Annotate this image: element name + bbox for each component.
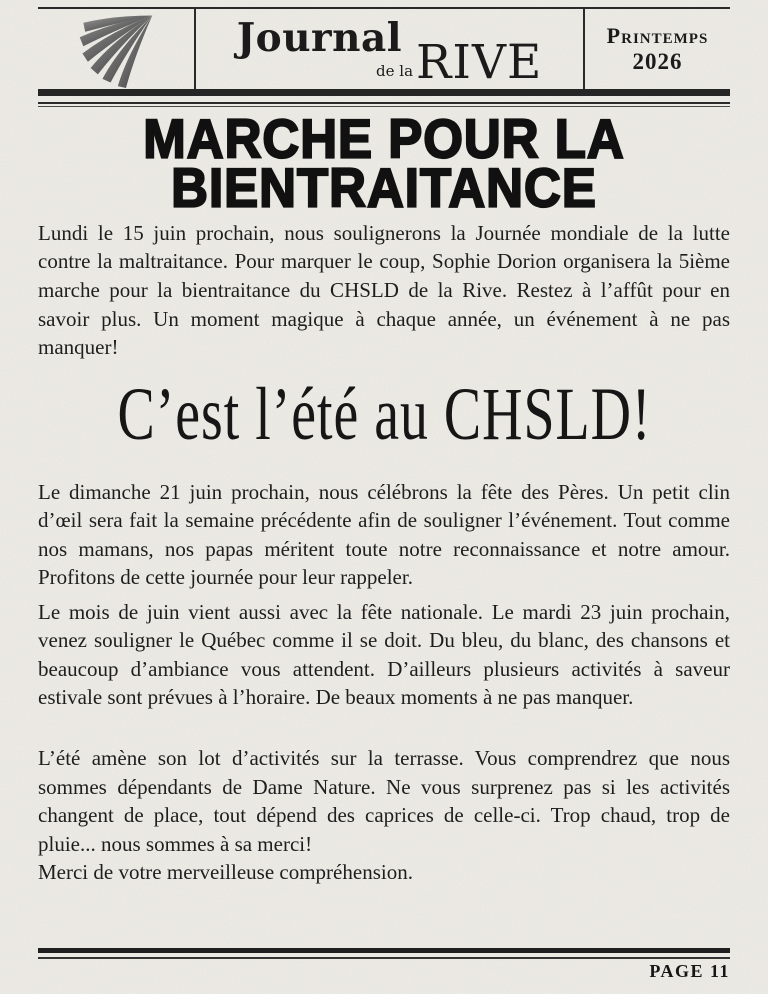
masthead-word-dela: de la — [376, 61, 414, 80]
issue-season: printemps — [606, 23, 709, 48]
masthead-subgroup — [376, 34, 543, 90]
logo-cell — [38, 9, 196, 89]
article-1-title-line-2: BIENTRAITANCE — [171, 156, 597, 219]
footer-rule-thick — [38, 948, 730, 953]
masthead-word-journal: Journal — [236, 14, 403, 61]
article-1-title — [38, 107, 730, 219]
article-2-paragraph-3: L’été amène son lot d’activités sur la terrasse. Vous comprendrez que nous sommes dépendants de Dame Nature. Ne vous surprenez pas si les activités changent de place, tout dépend des caprices de celle-ci. Trop chaud, trop de pluie... nous sommes à sa merci! — [38, 746, 730, 856]
header-rules — [38, 102, 730, 107]
masthead-word-rive: RIVE — [416, 34, 543, 90]
article-2-paragraph-4: Merci de votre merveilleuse compréhension. — [38, 860, 413, 885]
page-footer — [38, 948, 730, 982]
header-rule-thin — [38, 102, 730, 104]
issue-year: 2026 — [632, 49, 683, 74]
masthead — [236, 13, 543, 90]
page-number-label: PAGE 11 — [649, 961, 730, 981]
masthead-header — [38, 7, 730, 96]
fan-swoosh-logo-icon — [68, 10, 164, 88]
article-2-paragraph-2: Le mois de juin vient aussi avec la fête nationale. Le mardi 23 juin prochain, venez souligner le Québec comme il se doit. Du bleu, du blanc, des chansons et beaucoup d’ambiance vous attendent. D’ailleurs plusieurs activités à saveur estivale sont prévues à l’horaire. De beaux moments à ne pas manquer. — [38, 599, 730, 710]
footer-rule-thin — [38, 957, 730, 959]
masthead-title-cell — [196, 9, 585, 89]
article-2-paragraph-1: Le dimanche 21 juin prochain, nous célébrons la fête des Pères. Un petit clin d’œil sera fait la semaine précédente afin de souligner l’événement. Tout comme nos mamans, nos papas méritent toute notre reconnaissance et notre amour. Profitons de cette journée pour leur rappeler. — [38, 479, 730, 590]
article-1-paragraph: Lundi le 15 juin prochain, nous soulignerons la Journée mondiale de la lutte contre la maltraitance. Pour marquer le coup, Sophie Dorion organisera la 5ième marche pour la bientraitance du CHSLD de la Rive. Restez à l’affût pour en savoir plus. Un moment magique à chaque année, un événement à ne pas manquer! — [38, 220, 730, 360]
article-2-title: C’est l’été au CHSLD! — [116, 373, 652, 457]
issue-cell — [585, 9, 730, 89]
article-1-title-line-1: MARCHE POUR LA — [143, 107, 625, 170]
